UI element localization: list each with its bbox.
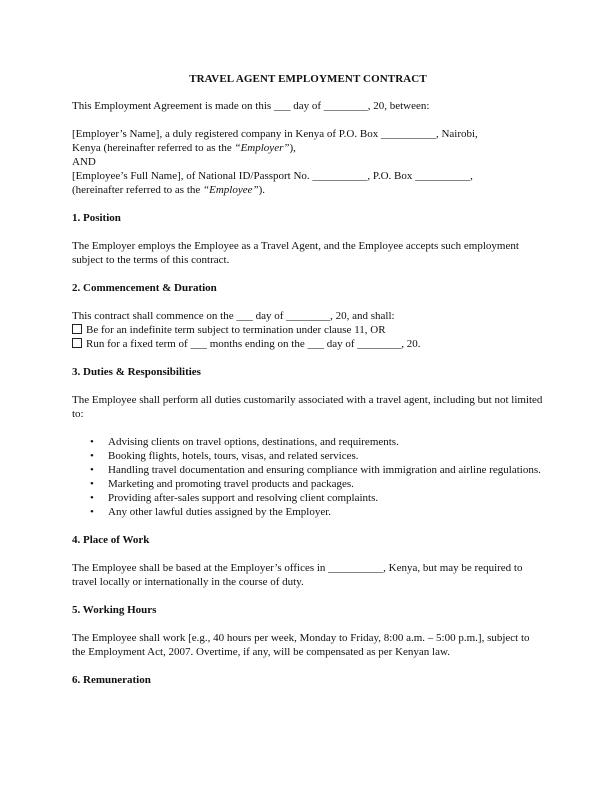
list-item — [72, 505, 544, 519]
employee-line-2 — [72, 183, 544, 197]
employer-line-2 — [72, 141, 544, 155]
employee-line-2-suffix: ). — [258, 184, 266, 196]
bullet-icon: • — [90, 464, 94, 476]
intro-paragraph: This Employment Agreement is made on this ___ day of ________, 20, between: — [72, 100, 430, 112]
list-item — [72, 463, 544, 477]
checkbox-icon[interactable] — [72, 338, 82, 348]
option-fixed-term[interactable] — [72, 337, 544, 351]
employer-line-2-prefix: Kenya (hereinafter referred to as the — [72, 142, 235, 154]
bullet-icon: • — [90, 478, 94, 490]
employer-term: “Employer” — [234, 142, 290, 154]
duty-text: Providing after-sales support and resolving client complaints. — [108, 492, 379, 504]
option-label: Be for an indefinite term subject to termination under clause 11, OR — [86, 324, 386, 336]
section-heading-place-of-work: 4. Place of Work — [72, 534, 150, 546]
working-hours-paragraph: The Employee shall work [e.g., 40 hours per week, Monday to Friday, 8:00 a.m. – 5:00 p.m.], subject to the Employment Act, 2007. Overtime, if any, will be compensated as per Kenyan law. — [72, 632, 530, 658]
bullet-icon: • — [90, 436, 94, 448]
duties-list — [72, 435, 544, 519]
commencement-paragraph: This contract shall commence on the ___ day of ________, 20, and shall: — [72, 310, 395, 322]
section-heading-duties: 3. Duties & Responsibilities — [72, 366, 201, 378]
document-page — [72, 72, 544, 701]
duty-text: Any other lawful duties assigned by the Employer. — [108, 506, 332, 518]
duties-paragraph: The Employee shall perform all duties customarily associated with a travel agent, including but not limited to: — [72, 394, 543, 420]
section-heading-position: 1. Position — [72, 212, 121, 224]
bullet-icon: • — [90, 492, 94, 504]
parties-block — [72, 127, 544, 197]
employee-term: “Employee” — [203, 184, 259, 196]
document-title: TRAVEL AGENT EMPLOYMENT CONTRACT — [189, 73, 427, 85]
section-heading-working-hours: 5. Working Hours — [72, 604, 157, 616]
list-item — [72, 435, 544, 449]
option-indefinite-term[interactable] — [72, 323, 544, 337]
employee-line-2-prefix: (hereinafter referred to as the — [72, 184, 204, 196]
list-item — [72, 449, 544, 463]
section-heading-remuneration: 6. Remuneration — [72, 674, 151, 686]
duty-text: Advising clients on travel options, destinations, and requirements. — [108, 436, 399, 448]
bullet-icon: • — [90, 506, 94, 518]
employer-line-2-suffix: ), — [289, 142, 296, 154]
list-item — [72, 477, 544, 491]
position-paragraph: The Employer employs the Employee as a Travel Agent, and the Employee accepts such employment subject to the terms of this contract. — [72, 240, 519, 266]
employer-line-1: [Employer’s Name], a duly registered company in Kenya of P.O. Box __________, Nairobi, — [72, 128, 478, 140]
section-heading-commencement: 2. Commencement & Duration — [72, 282, 217, 294]
commencement-block — [72, 309, 544, 351]
checkbox-icon[interactable] — [72, 324, 82, 334]
duty-text: Marketing and promoting travel products and packages. — [108, 478, 354, 490]
place-of-work-paragraph: The Employee shall be based at the Employer’s offices in __________, Kenya, but may be required to travel locally or internationally in the course of duty. — [72, 562, 523, 588]
duty-text: Booking flights, hotels, tours, visas, and related services. — [108, 450, 359, 462]
and-connector: AND — [72, 156, 96, 168]
duty-text: Handling travel documentation and ensuring compliance with immigration and airline regulations. — [108, 464, 541, 476]
list-item — [72, 491, 544, 505]
option-label: Run for a fixed term of ___ months ending on the ___ day of ________, 20. — [86, 338, 421, 350]
employee-line-1: [Employee’s Full Name], of National ID/Passport No. __________, P.O. Box __________, — [72, 170, 473, 182]
bullet-icon: • — [90, 450, 94, 462]
